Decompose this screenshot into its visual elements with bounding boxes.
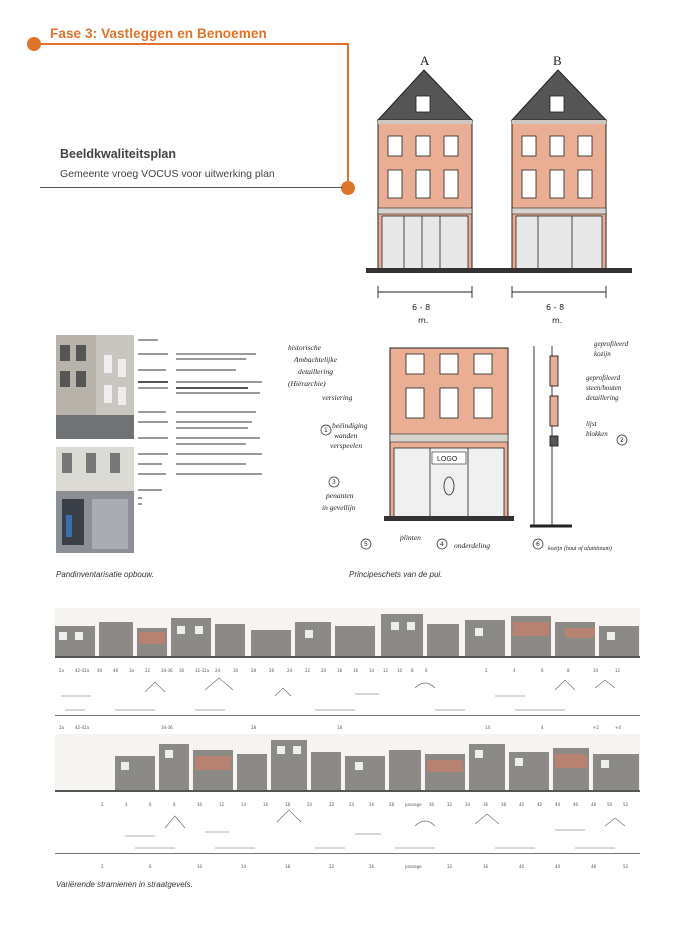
- svg-text:18: 18: [337, 668, 343, 673]
- svg-text:6: 6: [541, 668, 544, 673]
- svg-text:30: 30: [429, 802, 435, 807]
- svg-text:10: 10: [593, 668, 599, 673]
- svg-text:14: 14: [241, 864, 247, 869]
- svg-text:52: 52: [623, 864, 629, 869]
- svg-text:5: 5: [364, 541, 368, 548]
- svg-text:8: 8: [567, 668, 570, 673]
- svg-text:14: 14: [241, 802, 247, 807]
- svg-text:50: 50: [607, 802, 613, 807]
- principle-sketch: [282, 336, 662, 561]
- svg-text:kozijn: kozijn: [594, 350, 611, 358]
- svg-text:4: 4: [541, 725, 544, 730]
- svg-text:40: 40: [519, 802, 525, 807]
- principle-section: [530, 346, 572, 526]
- header-rule-vertical: [347, 43, 349, 187]
- svg-text:18: 18: [285, 864, 291, 869]
- svg-text:22: 22: [329, 864, 335, 869]
- svg-text:penanten: penanten: [326, 491, 354, 500]
- svg-text:plinten: plinten: [400, 533, 421, 542]
- svg-text:6: 6: [149, 864, 152, 869]
- caption-inventory: Pandinventarisatie opbouw.: [56, 570, 154, 579]
- svg-text:28: 28: [251, 725, 257, 730]
- svg-text:12: 12: [383, 668, 389, 673]
- svg-text:onderdeling: onderdeling: [454, 541, 490, 550]
- svg-text:26: 26: [369, 802, 375, 807]
- svg-text:26: 26: [369, 864, 375, 869]
- svg-text:2: 2: [620, 437, 624, 444]
- street-numbers-1b: [55, 717, 640, 730]
- svg-text:beëindiging: beëindiging: [332, 421, 368, 430]
- facade-b: [512, 70, 606, 270]
- svg-text:42-42a: 42-42a: [75, 668, 90, 673]
- svg-text:22: 22: [305, 668, 311, 673]
- svg-text:10: 10: [197, 864, 203, 869]
- logo-sign: LOGO: [437, 456, 458, 463]
- svg-text:4: 4: [513, 668, 516, 673]
- phase-title: Fase 3: Vastleggen en Benoemen: [50, 26, 267, 41]
- svg-text:42-42a: 42-42a: [75, 725, 90, 730]
- svg-text:10: 10: [197, 802, 203, 807]
- svg-text:12: 12: [615, 668, 621, 673]
- svg-text:10: 10: [397, 668, 403, 673]
- svg-text:22: 22: [145, 668, 151, 673]
- svg-text:4: 4: [125, 802, 128, 807]
- svg-text:30: 30: [233, 668, 239, 673]
- facade-sketch-ab: [360, 48, 640, 328]
- svg-text:20: 20: [321, 668, 327, 673]
- street-outline-1: [55, 666, 640, 716]
- dimension-a-unit: m.: [418, 316, 429, 325]
- caption-street: Variërende stramienen in straatgevels.: [56, 880, 193, 889]
- dimension-b: 6 - 8: [546, 303, 565, 312]
- header-rule-bottom: [40, 187, 343, 188]
- svg-text:6: 6: [425, 668, 428, 673]
- svg-text:detaillering: detaillering: [298, 367, 333, 376]
- svg-text:34-36: 34-36: [161, 725, 173, 730]
- svg-text:versiering: versiering: [322, 393, 353, 402]
- svg-text:+4: +4: [615, 725, 621, 730]
- svg-text:in gevellijn: in gevellijn: [322, 503, 356, 512]
- svg-text:2: 2: [101, 802, 104, 807]
- principle-facade: [384, 348, 514, 521]
- svg-text:46: 46: [113, 668, 119, 673]
- inventory-text-list: [138, 339, 263, 509]
- dimension-a: 6 - 8: [412, 303, 431, 312]
- svg-text:36: 36: [483, 802, 489, 807]
- street-numbers-2b: [55, 856, 640, 869]
- sketch-label-a: A: [420, 53, 430, 68]
- svg-text:geprofileerd: geprofileerd: [586, 374, 621, 382]
- dimension-b-unit: m.: [552, 316, 563, 325]
- svg-text:30: 30: [179, 668, 185, 673]
- svg-text:8: 8: [411, 668, 414, 673]
- svg-text:40: 40: [97, 668, 103, 673]
- svg-text:18: 18: [285, 802, 291, 807]
- svg-text:+2: +2: [593, 725, 599, 730]
- svg-text:steen/houten: steen/houten: [586, 384, 622, 392]
- svg-text:28: 28: [389, 802, 395, 807]
- svg-text:2: 2: [485, 668, 488, 673]
- svg-text:historische: historische: [288, 343, 321, 352]
- svg-text:passage: passage: [405, 864, 422, 869]
- svg-text:40: 40: [519, 864, 525, 869]
- svg-text:wanden: wanden: [334, 431, 358, 440]
- svg-text:24: 24: [215, 668, 221, 673]
- svg-text:34-36: 34-36: [161, 668, 173, 673]
- svg-text:36: 36: [483, 864, 489, 869]
- street-elevation-2: [55, 734, 640, 792]
- svg-text:18: 18: [337, 725, 343, 730]
- svg-text:48: 48: [591, 802, 597, 807]
- svg-text:46: 46: [573, 802, 579, 807]
- street-numbers-2: [55, 794, 640, 807]
- svg-text:44: 44: [555, 802, 561, 807]
- street-outline-2: [55, 802, 640, 854]
- svg-text:passage: passage: [405, 802, 422, 807]
- inventory-photo-top: [56, 335, 134, 439]
- header-dot-right: [341, 181, 355, 195]
- svg-text:48: 48: [591, 864, 597, 869]
- svg-text:16: 16: [353, 668, 359, 673]
- svg-text:38: 38: [501, 802, 507, 807]
- svg-text:(Hiërarchie): (Hiërarchie): [288, 379, 326, 388]
- inventory-photo-bottom: [56, 447, 134, 553]
- svg-text:lijst: lijst: [586, 420, 597, 428]
- svg-text:6: 6: [536, 541, 540, 548]
- svg-text:32-32a: 32-32a: [195, 668, 210, 673]
- svg-text:3a: 3a: [129, 668, 134, 673]
- svg-text:2: 2: [101, 864, 104, 869]
- svg-text:2a: 2a: [59, 668, 64, 673]
- document-title: Beeldkwaliteitsplan: [60, 147, 177, 161]
- svg-text:52: 52: [623, 802, 629, 807]
- street-elevation-1: [55, 608, 640, 658]
- header-dot-left: [27, 37, 41, 51]
- svg-text:24: 24: [287, 668, 293, 673]
- svg-text:26: 26: [269, 668, 275, 673]
- caption-principle: Principeschets van de pui.: [349, 570, 443, 579]
- svg-text:32: 32: [447, 802, 453, 807]
- svg-text:44: 44: [555, 864, 561, 869]
- svg-text:8: 8: [173, 802, 176, 807]
- svg-text:24: 24: [349, 802, 355, 807]
- svg-text:28: 28: [251, 668, 257, 673]
- svg-text:4: 4: [440, 541, 444, 548]
- svg-text:verspeelen: verspeelen: [330, 441, 363, 450]
- svg-text:kozijn (hout of aluminium): kozijn (hout of aluminium): [548, 546, 612, 552]
- sketch-label-b: B: [553, 53, 562, 68]
- svg-text:geprofileerd: geprofileerd: [594, 340, 629, 348]
- svg-text:42: 42: [537, 802, 543, 807]
- svg-text:12: 12: [219, 802, 225, 807]
- document-subtitle: Gemeente vroeg VOCUS voor uitwerking plan: [60, 168, 275, 180]
- svg-text:1: 1: [324, 427, 328, 434]
- facade-a: [378, 70, 472, 270]
- svg-text:blokken: blokken: [586, 430, 608, 438]
- svg-text:20: 20: [307, 802, 313, 807]
- svg-text:32: 32: [447, 864, 453, 869]
- svg-text:2a: 2a: [59, 725, 64, 730]
- svg-text:14: 14: [485, 725, 491, 730]
- svg-text:34: 34: [465, 802, 471, 807]
- svg-text:3: 3: [332, 479, 336, 486]
- svg-text:16: 16: [263, 802, 269, 807]
- svg-text:detaillering: detaillering: [586, 394, 619, 402]
- svg-text:6: 6: [149, 802, 152, 807]
- svg-text:22: 22: [329, 802, 335, 807]
- header-rule-top: [33, 43, 349, 45]
- svg-text:Ambachtelijke: Ambachtelijke: [294, 355, 337, 364]
- svg-text:14: 14: [369, 668, 375, 673]
